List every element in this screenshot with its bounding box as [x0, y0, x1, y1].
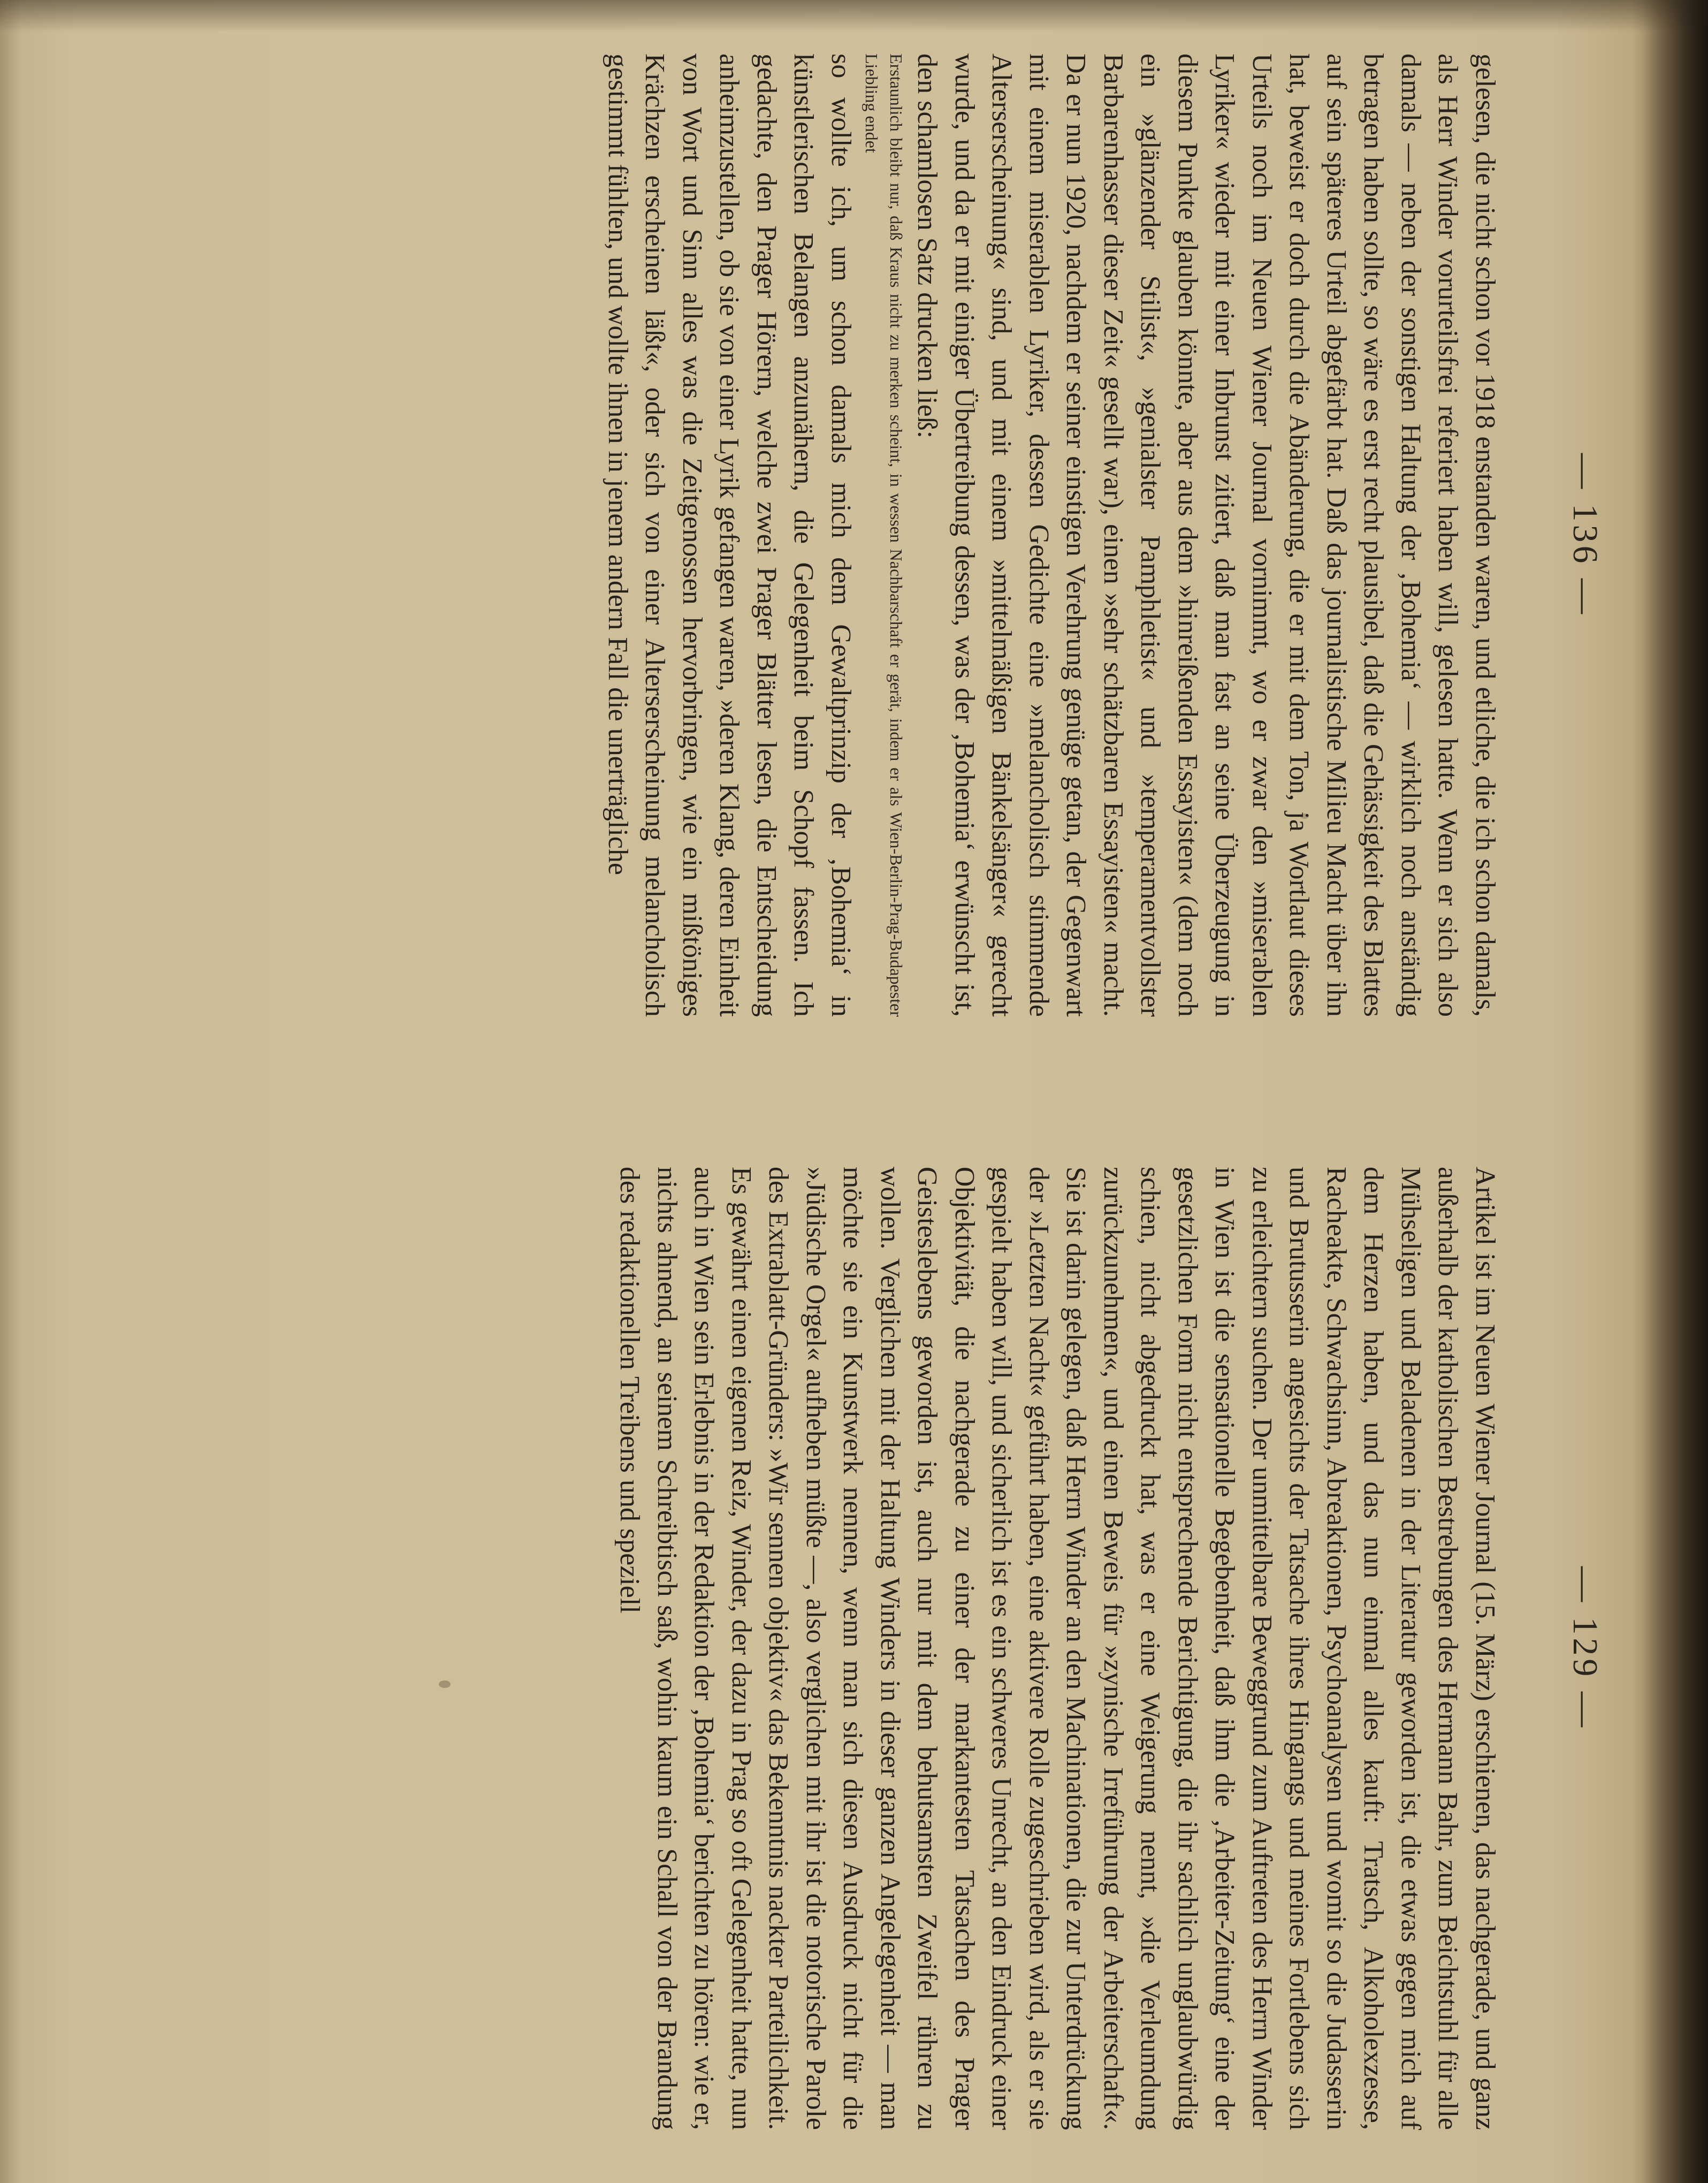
rotated-page-spread: [107, 54, 1605, 2130]
page-136-paragraph-2: so wollte ich, um schon damals mich dem Gewaltprinzip der ‚Bohemia‘ in künstlerischen Belangen anzunähern, die Gelegenheit beim Schopf fassen. Ich gedachte, den Prager Hörern, welche zwei Prager Blätter lesen, die Entscheidung anheimzustellen, ob sie von einer Lyrik gefangen waren, »deren Klang, deren Einheit von Wort und Sinn alles was die Zeitgenossen hervorbringen, wie ein mißtöniges Krächzen erscheinen läßt«, oder sich von einer Alterserscheinung melancholisch gestimmt fühlten, und wollte ihnen in jenem andern Fall die unerträgliche: [603, 54, 856, 1017]
page-number-129: — 129 —: [1566, 1566, 1605, 1730]
page-129-body: [611, 1167, 1504, 2130]
page-number-136: — 136 —: [1566, 453, 1605, 617]
page-129: [107, 1167, 1605, 2130]
page-136-body: [599, 54, 1504, 1017]
page-136: [107, 54, 1605, 1017]
book-spine-shadow: [1632, 0, 1708, 2183]
page-136-footnote: Erstaunlich bleibt nur, daß Kraus nicht zu merken scheint, in wessen Nachbarschaft er gerät, indem er als Wien-Berlin-Prag-Budapester Liebling endet: [862, 54, 906, 1017]
page-129-paragraph-1: Artikel ist im Neuen Wiener Journal (15. März) erschienen, das nachgerade, und ganz außerhalb der katholischen Bestrebungen des Hermann Bahr, zum Beichtstuhl für alle Mühseligen und Beladenen in der Literatur geworden ist, die etwas gegen mich auf dem Herzen haben, und das nun einmal alles kauft: Tratsch, Alkoholexzesse, Racheakte, Schwachsinn, Abreaktionen, Psychoanalysen und womit so die Judasserin und Brutusserin angesichts der Tatsache ihres Hingangs und meines Fortlebens sich zu erleichtern suchen. Der unmittelbare Beweggrund zum Auftreten des Herrn Winder in Wien ist die sensationelle Begebenheit, daß ihm die ‚Arbeiter-Zeitung‘ eine der gesetzlichen Form nicht entsprechende Berichtigung, die ihr sachlich unglaubwürdig schien, nicht abgedruckt hat, was er eine Weigerung nennt, »die Verleumdung zurückzunehmen«, und einen Beweis für »zynische Irreführung der Arbeiterschaft«. Sie ist darin gelegen, daß Herrn Winder an den Machinationen, die zur Unterdrückung der »Letzten Nacht« geführt haben, eine aktivere Rolle zugeschrieben wird, als er sie gespielt haben will, und sicherlich ist es ein schweres Unrecht, an den Eindruck einer Objektivität, die nachgerade zu einer der markantesten Tatsachen des Prager Geisteslebens geworden ist, auch nur mit dem behutsamsten Zweifel rühren zu wollen. Verglichen mit der Haltung Winders in dieser ganzen Angelegenheit — man möchte sie ein Kunstwerk nennen, wenn man sich diesen Ausdruck nicht für die »Jüdische Orgel« aufheben müßte —, also verglichen mit ihr ist die notorische Parole des Extrablatt-Gründers: »Wir sennen objektiv« das Bekenntnis nackter Parteilichkeit. Es gewährt einen eigenen Reiz, Winder, der dazu in Prag so oft Gelegenheit hatte, nun auch in Wien sein Erlebnis in der Redaktion der ‚Bohemia‘ berichten zu hören: wie er, nichts ahnend, an seinem Schreibtisch saß, wohin kaum ein Schall von der Brandung des redaktionellen Treibens und speziell: [614, 1167, 1500, 2130]
top-edge-shadow: [0, 0, 1708, 32]
page-136-paragraph-1: gelesen, die nicht schon vor 1918 enstanden waren, und etliche, die ich schon damals, als Herr Winder vorurteilsfrei referiert haben will, gelesen hatte. Wenn er sich also damals — neben der sonstigen Haltung der ‚Bohemia‘ — wirklich noch anständig betragen haben sollte, so wäre es erst recht plausibel, daß die Gehässigkeit des Blattes auf sein späteres Urteil abgefärbt hat. Daß das journalistische Milieu Macht über ihn hat, beweist er doch durch die Abänderung, die er mit dem Ton, ja Wortlaut dieses Urteils noch im Neuen Wiener Journal vornimmt, wo er zwar den »miserablen Lyriker« wieder mit einer Inbrunst zitiert, daß man fast an seine Überzeugung in diesem Punkte glauben könnte, aber aus dem »hinreißenden Essayisten« (dem noch ein »glänzender Stilist«, »genialster Pamphletist« und »temperamentvollster Barbarenhasser dieser Zeit« gesellt war), einen »sehr schätzbaren Essayisten« macht. Da er nun 1920, nachdem er seiner einstigen Verehrung genüge getan, der Gegenwart mit einem miserablen Lyriker, dessen Gedichte eine »melancholisch stimmende Alterserscheinung« sind, und mit einem »mittelmäßigen Bänkelsänger« gerecht wurde, und da er mit einiger Übertreibung dessen, was der ‚Bohemia‘ erwünscht ist, den schamlosen Satz drucken ließ:: [912, 54, 1500, 1017]
